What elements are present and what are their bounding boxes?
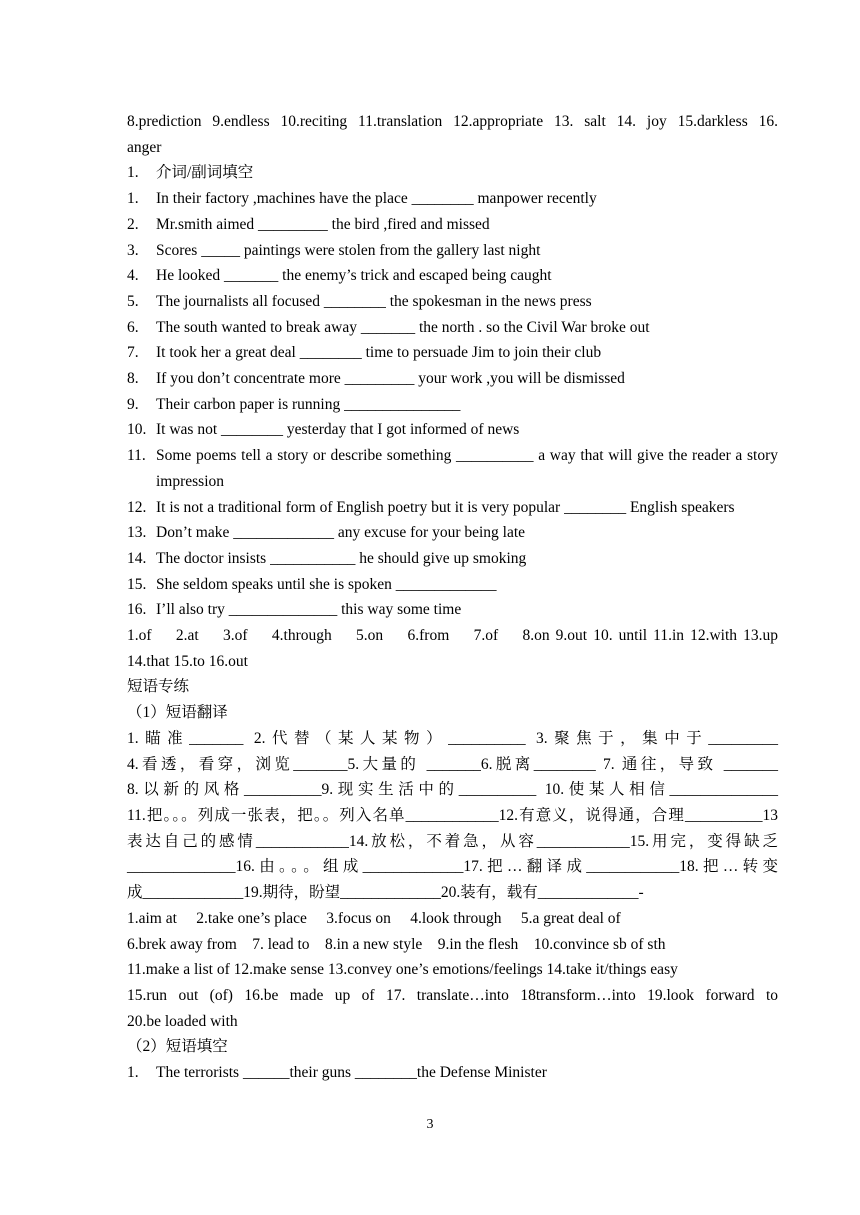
question-text: It is not a traditional form of English poetry but it is very popular ________ English speakers: [156, 498, 735, 516]
question-text: It was not ________ yesterday that I got informed of news: [156, 421, 520, 439]
translation-line: 成_____________19.期待，盼望_____________20.装有，载有_____________-: [127, 884, 644, 902]
answer-line: 6.brek away from 7. lead to 8.in a new style 9.in the flesh 10.convince sb of sth: [127, 935, 666, 953]
question-item: [127, 1060, 778, 1086]
answer-line: 20.be loaded with: [127, 1012, 238, 1030]
question-number: 8.: [127, 370, 139, 388]
answer-line: 11.make a list of 12.make sense 13.convey one’s emotions/feelings 14.take it/things easy: [127, 961, 678, 979]
subsection-heading: （1）短语翻译: [127, 704, 228, 722]
question-item: [127, 238, 778, 264]
section-heading: 短语专练: [127, 678, 190, 696]
question-text: The terrorists ______their guns ________the Defense Minister: [156, 1064, 547, 1082]
question-number: 13.: [127, 524, 147, 542]
question-text: The journalists all focused ________ the spokesman in the news press: [156, 292, 592, 310]
question-number: 10.: [127, 421, 147, 439]
question-item: [127, 572, 778, 598]
page-number: 3: [426, 1117, 434, 1132]
question-number: 11.: [127, 447, 146, 465]
question-number: 1.: [127, 1064, 139, 1082]
question-item: [127, 289, 778, 315]
question-number: 4.: [127, 267, 139, 285]
question-item: [127, 212, 778, 238]
question-text: Scores _____ paintings were stolen from the gallery last night: [156, 241, 541, 259]
question-text: She seldom speaks until she is spoken _____________: [156, 575, 497, 593]
question-text: In their factory ,machines have the place ________ manpower recently: [156, 190, 597, 208]
question-text: The south wanted to break away _______ the north . so the Civil War broke out: [156, 318, 650, 336]
translation-line: 1.瞄准_______ 2.代替（某人某物）__________ 3.聚焦于，集中于_________: [127, 729, 778, 747]
answer-line: 1.aim at 2.take one’s place 3.focus on 4.look through 5.a great deal of: [127, 909, 621, 927]
question-item: [127, 443, 778, 494]
translation-line: 8.以新的风格__________9.现实生活中的__________ 10.使某人相信______________: [127, 781, 778, 799]
question-item: [127, 315, 778, 341]
question-text: Their carbon paper is running _______________: [156, 395, 461, 413]
answer-line: 14.that 15.to 16.out: [127, 652, 248, 670]
question-text: Some poems tell a story or describe something __________ a way that will give the reader a story impression: [156, 447, 778, 490]
question-number: 7.: [127, 344, 139, 362]
section-number: 1.: [127, 164, 139, 182]
question-item: [127, 520, 778, 546]
translation-line: 11.把。。。列成一张表，把。。列入名单____________12.有意义，说得通，合理__________13: [127, 806, 778, 824]
question-text: I’ll also try ______________ this way some time: [156, 601, 462, 619]
question-number: 12.: [127, 498, 147, 516]
answer-line: 8.prediction 9.endless 10.reciting 11.translation 12.appropriate 13. salt 14. joy 15.darkless 16.: [127, 113, 778, 130]
question-item: [127, 546, 778, 572]
question-item: [127, 186, 778, 212]
subsection-heading: （2）短语填空: [127, 1038, 228, 1056]
question-item: [127, 263, 778, 289]
section-title: 介词/副词填空: [156, 164, 254, 182]
question-text: He looked _______ the enemy’s trick and escaped being caught: [156, 267, 552, 285]
question-text: Mr.smith aimed _________ the bird ,fired and missed: [156, 215, 490, 233]
page-content: [127, 109, 778, 1086]
question-item: [127, 417, 778, 443]
question-text: The doctor insists ___________ he should give up smoking: [156, 549, 527, 567]
question-item: [127, 340, 778, 366]
answer-line: anger: [127, 138, 162, 156]
question-item: [127, 495, 778, 521]
question-number: 9.: [127, 395, 139, 413]
translation-line: 4.看透，看穿，浏览_______5.大量的 _______6.脱离________ 7. 通往，导致 _______: [127, 755, 778, 773]
question-number: 16.: [127, 601, 147, 619]
question-number: 14.: [127, 549, 147, 567]
question-item: [127, 597, 778, 623]
question-text: It took her a great deal ________ time to persuade Jim to join their club: [156, 344, 602, 362]
question-number: 1.: [127, 190, 139, 208]
question-text: If you don’t concentrate more _________ your work ,you will be dismissed: [156, 370, 625, 388]
question-text: Don’t make _____________ any excuse for your being late: [156, 524, 526, 542]
translation-line: ______________16.由。。。组成_____________17.把…翻译成____________18.把…转变: [127, 858, 778, 876]
answer-line: 1.of 2.at 3.of 4.through 5.on 6.from 7.of 8.on 9.out 10. until 11.in 12.with 13.up: [127, 627, 778, 645]
answer-line: 15.run out (of) 16.be made up of 17. translate…into 18transform…into 19.look forward to: [127, 986, 778, 1004]
question-item: [127, 366, 778, 392]
question-number: 6.: [127, 318, 139, 336]
question-number: 3.: [127, 241, 139, 259]
translation-line: 表达自己的感情____________14.放松，不着急，从容____________15.用完，变得缺乏: [127, 832, 778, 850]
question-number: 5.: [127, 292, 139, 310]
section-heading: [127, 160, 778, 186]
question-number: 2.: [127, 215, 139, 233]
question-number: 15.: [127, 575, 147, 593]
question-item: [127, 392, 778, 418]
